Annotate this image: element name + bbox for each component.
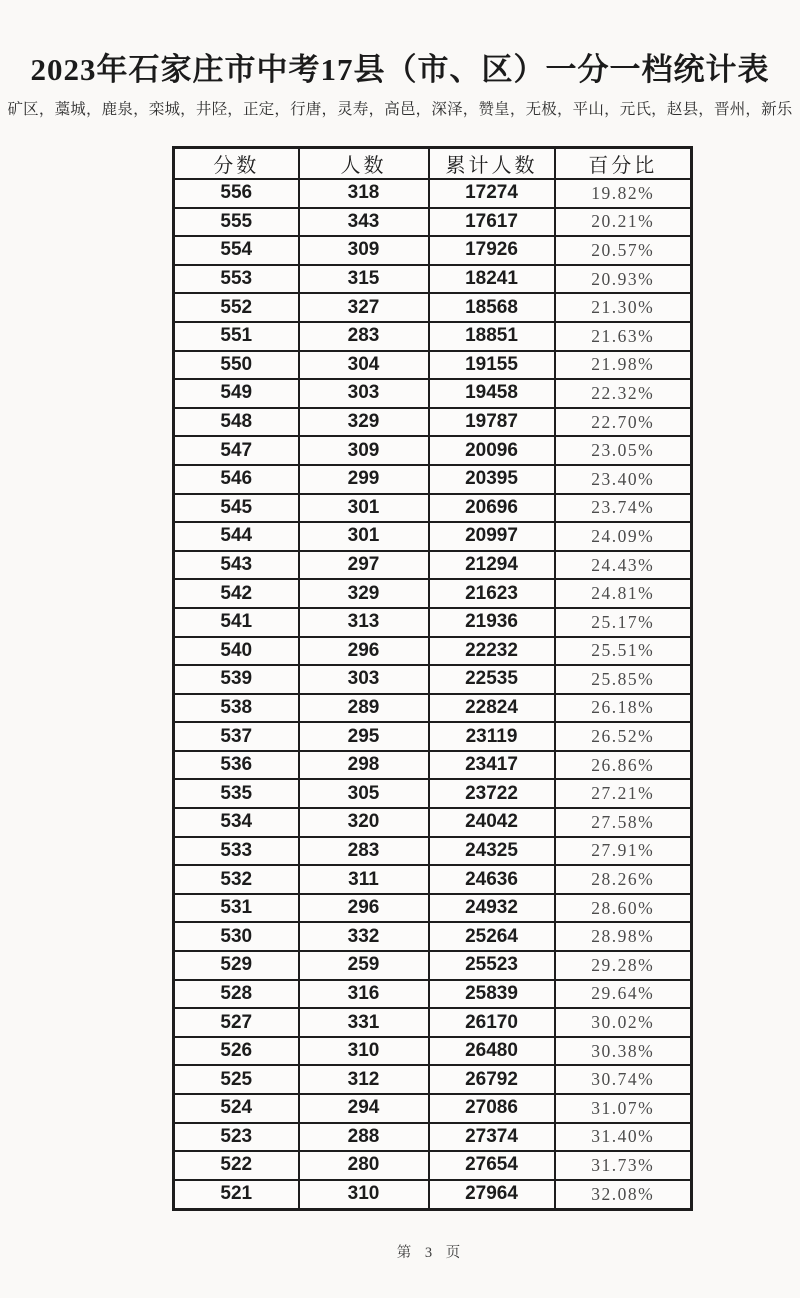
percent-cell: 20.57% xyxy=(555,236,692,265)
score-cell: 534 xyxy=(174,808,299,837)
percent-cell: 19.82% xyxy=(555,179,692,208)
table-row xyxy=(174,1094,692,1123)
cumulative-cell: 25839 xyxy=(429,980,555,1009)
score-cell: 556 xyxy=(174,179,299,208)
percent-cell: 26.18% xyxy=(555,694,692,723)
cumulative-cell: 22232 xyxy=(429,637,555,666)
header-score: 分数 xyxy=(174,148,299,180)
cumulative-cell: 24042 xyxy=(429,808,555,837)
cumulative-cell: 20395 xyxy=(429,465,555,494)
score-cell: 523 xyxy=(174,1123,299,1152)
count-cell: 332 xyxy=(299,922,429,951)
count-cell: 283 xyxy=(299,837,429,866)
score-cell: 525 xyxy=(174,1065,299,1094)
count-cell: 312 xyxy=(299,1065,429,1094)
table-row xyxy=(174,179,692,208)
cumulative-cell: 17926 xyxy=(429,236,555,265)
table-row xyxy=(174,1037,692,1066)
percent-cell: 31.73% xyxy=(555,1151,692,1180)
cumulative-cell: 24932 xyxy=(429,894,555,923)
table-row xyxy=(174,665,692,694)
score-cell: 545 xyxy=(174,494,299,523)
percent-cell: 24.81% xyxy=(555,579,692,608)
count-cell: 299 xyxy=(299,465,429,494)
count-cell: 298 xyxy=(299,751,429,780)
score-cell: 524 xyxy=(174,1094,299,1123)
percent-cell: 27.21% xyxy=(555,779,692,808)
score-cell: 550 xyxy=(174,351,299,380)
score-cell: 540 xyxy=(174,637,299,666)
cumulative-cell: 19787 xyxy=(429,408,555,437)
cumulative-cell: 19458 xyxy=(429,379,555,408)
percent-cell: 22.32% xyxy=(555,379,692,408)
cumulative-cell: 21294 xyxy=(429,551,555,580)
score-distribution-table xyxy=(172,146,693,1211)
count-cell: 331 xyxy=(299,1008,429,1037)
cumulative-cell: 23722 xyxy=(429,779,555,808)
table-row xyxy=(174,522,692,551)
score-cell: 544 xyxy=(174,522,299,551)
cumulative-cell: 18241 xyxy=(429,265,555,294)
cumulative-cell: 25264 xyxy=(429,922,555,951)
cumulative-cell: 17274 xyxy=(429,179,555,208)
count-cell: 311 xyxy=(299,865,429,894)
cumulative-cell: 26792 xyxy=(429,1065,555,1094)
cumulative-cell: 18568 xyxy=(429,293,555,322)
percent-cell: 26.86% xyxy=(555,751,692,780)
count-cell: 316 xyxy=(299,980,429,1009)
table-row xyxy=(174,1065,692,1094)
count-cell: 280 xyxy=(299,1151,429,1180)
percent-cell: 20.21% xyxy=(555,208,692,237)
count-cell: 309 xyxy=(299,236,429,265)
cumulative-cell: 24636 xyxy=(429,865,555,894)
percent-cell: 21.30% xyxy=(555,293,692,322)
cumulative-cell: 27964 xyxy=(429,1180,555,1210)
count-cell: 303 xyxy=(299,379,429,408)
table-row xyxy=(174,465,692,494)
percent-cell: 24.09% xyxy=(555,522,692,551)
score-cell: 547 xyxy=(174,436,299,465)
count-cell: 304 xyxy=(299,351,429,380)
score-cell: 526 xyxy=(174,1037,299,1066)
cumulative-cell: 26170 xyxy=(429,1008,555,1037)
percent-cell: 30.74% xyxy=(555,1065,692,1094)
table-row xyxy=(174,322,692,351)
table-row xyxy=(174,1180,692,1210)
count-cell: 289 xyxy=(299,694,429,723)
table-row xyxy=(174,637,692,666)
cumulative-cell: 24325 xyxy=(429,837,555,866)
table-row xyxy=(174,1151,692,1180)
count-cell: 283 xyxy=(299,322,429,351)
cumulative-cell: 27654 xyxy=(429,1151,555,1180)
page-title: 2023年石家庄市中考17县（市、区）一分一档统计表 xyxy=(30,52,770,87)
count-cell: 288 xyxy=(299,1123,429,1152)
percent-cell: 25.17% xyxy=(555,608,692,637)
header-percent: 百分比 xyxy=(555,148,692,180)
table-row xyxy=(174,379,692,408)
table-row xyxy=(174,265,692,294)
count-cell: 313 xyxy=(299,608,429,637)
count-cell: 318 xyxy=(299,179,429,208)
count-cell: 343 xyxy=(299,208,429,237)
count-cell: 259 xyxy=(299,951,429,980)
table-row xyxy=(174,1008,692,1037)
score-cell: 536 xyxy=(174,751,299,780)
table-row xyxy=(174,837,692,866)
cumulative-cell: 26480 xyxy=(429,1037,555,1066)
count-cell: 315 xyxy=(299,265,429,294)
count-cell: 310 xyxy=(299,1037,429,1066)
percent-cell: 30.02% xyxy=(555,1008,692,1037)
table-row xyxy=(174,951,692,980)
cumulative-cell: 20696 xyxy=(429,494,555,523)
cumulative-cell: 17617 xyxy=(429,208,555,237)
percent-cell: 32.08% xyxy=(555,1180,692,1210)
score-cell: 528 xyxy=(174,980,299,1009)
count-cell: 295 xyxy=(299,722,429,751)
score-cell: 538 xyxy=(174,694,299,723)
percent-cell: 24.43% xyxy=(555,551,692,580)
score-cell: 553 xyxy=(174,265,299,294)
score-cell: 543 xyxy=(174,551,299,580)
score-cell: 552 xyxy=(174,293,299,322)
cumulative-cell: 20997 xyxy=(429,522,555,551)
count-cell: 301 xyxy=(299,522,429,551)
percent-cell: 30.38% xyxy=(555,1037,692,1066)
table-row xyxy=(174,722,692,751)
percent-cell: 28.98% xyxy=(555,922,692,951)
count-cell: 301 xyxy=(299,494,429,523)
table-row xyxy=(174,608,692,637)
percent-cell: 31.07% xyxy=(555,1094,692,1123)
count-cell: 329 xyxy=(299,408,429,437)
page-number: 第 3 页 xyxy=(396,1245,466,1261)
table-row xyxy=(174,436,692,465)
score-cell: 532 xyxy=(174,865,299,894)
percent-cell: 25.85% xyxy=(555,665,692,694)
count-cell: 305 xyxy=(299,779,429,808)
header-count: 人数 xyxy=(299,148,429,180)
percent-cell: 27.58% xyxy=(555,808,692,837)
score-cell: 549 xyxy=(174,379,299,408)
cumulative-cell: 22535 xyxy=(429,665,555,694)
percent-cell: 29.64% xyxy=(555,980,692,1009)
table-row xyxy=(174,236,692,265)
score-cell: 527 xyxy=(174,1008,299,1037)
table-row xyxy=(174,293,692,322)
percent-cell: 23.74% xyxy=(555,494,692,523)
table-row xyxy=(174,751,692,780)
table-row xyxy=(174,694,692,723)
table-row xyxy=(174,922,692,951)
count-cell: 296 xyxy=(299,637,429,666)
table-row xyxy=(174,579,692,608)
count-cell: 329 xyxy=(299,579,429,608)
cumulative-cell: 25523 xyxy=(429,951,555,980)
count-cell: 303 xyxy=(299,665,429,694)
score-cell: 522 xyxy=(174,1151,299,1180)
score-cell: 546 xyxy=(174,465,299,494)
percent-cell: 26.52% xyxy=(555,722,692,751)
table-row xyxy=(174,208,692,237)
count-cell: 296 xyxy=(299,894,429,923)
table-header-row xyxy=(174,148,692,180)
percent-cell: 27.91% xyxy=(555,837,692,866)
score-cell: 535 xyxy=(174,779,299,808)
cumulative-cell: 20096 xyxy=(429,436,555,465)
score-cell: 551 xyxy=(174,322,299,351)
table-row xyxy=(174,551,692,580)
table-row xyxy=(174,865,692,894)
score-cell: 533 xyxy=(174,837,299,866)
header-cumulative: 累计人数 xyxy=(429,148,555,180)
percent-cell: 21.63% xyxy=(555,322,692,351)
county-list: 矿区，藁城，鹿泉，栾城，井陉，正定，行唐，灵寿，高邑，深泽，赞皇，无极，平山，元氏，赵县，晋州，新乐 xyxy=(7,101,793,118)
cumulative-cell: 23119 xyxy=(429,722,555,751)
table-row xyxy=(174,980,692,1009)
table-row xyxy=(174,1123,692,1152)
count-cell: 310 xyxy=(299,1180,429,1210)
cumulative-cell: 21623 xyxy=(429,579,555,608)
cumulative-cell: 27374 xyxy=(429,1123,555,1152)
score-cell: 548 xyxy=(174,408,299,437)
cumulative-cell: 23417 xyxy=(429,751,555,780)
table-row xyxy=(174,494,692,523)
percent-cell: 28.60% xyxy=(555,894,692,923)
count-cell: 309 xyxy=(299,436,429,465)
cumulative-cell: 27086 xyxy=(429,1094,555,1123)
table-row xyxy=(174,779,692,808)
score-cell: 529 xyxy=(174,951,299,980)
table-row xyxy=(174,408,692,437)
score-cell: 555 xyxy=(174,208,299,237)
table-row xyxy=(174,808,692,837)
percent-cell: 22.70% xyxy=(555,408,692,437)
score-cell: 521 xyxy=(174,1180,299,1210)
count-cell: 327 xyxy=(299,293,429,322)
percent-cell: 31.40% xyxy=(555,1123,692,1152)
score-cell: 531 xyxy=(174,894,299,923)
score-cell: 554 xyxy=(174,236,299,265)
score-cell: 539 xyxy=(174,665,299,694)
score-cell: 530 xyxy=(174,922,299,951)
percent-cell: 28.26% xyxy=(555,865,692,894)
percent-cell: 20.93% xyxy=(555,265,692,294)
table-row xyxy=(174,894,692,923)
score-cell: 541 xyxy=(174,608,299,637)
percent-cell: 23.40% xyxy=(555,465,692,494)
percent-cell: 29.28% xyxy=(555,951,692,980)
cumulative-cell: 21936 xyxy=(429,608,555,637)
count-cell: 297 xyxy=(299,551,429,580)
score-cell: 542 xyxy=(174,579,299,608)
percent-cell: 23.05% xyxy=(555,436,692,465)
count-cell: 294 xyxy=(299,1094,429,1123)
score-cell: 537 xyxy=(174,722,299,751)
table-row xyxy=(174,351,692,380)
cumulative-cell: 18851 xyxy=(429,322,555,351)
percent-cell: 21.98% xyxy=(555,351,692,380)
cumulative-cell: 19155 xyxy=(429,351,555,380)
count-cell: 320 xyxy=(299,808,429,837)
cumulative-cell: 22824 xyxy=(429,694,555,723)
percent-cell: 25.51% xyxy=(555,637,692,666)
